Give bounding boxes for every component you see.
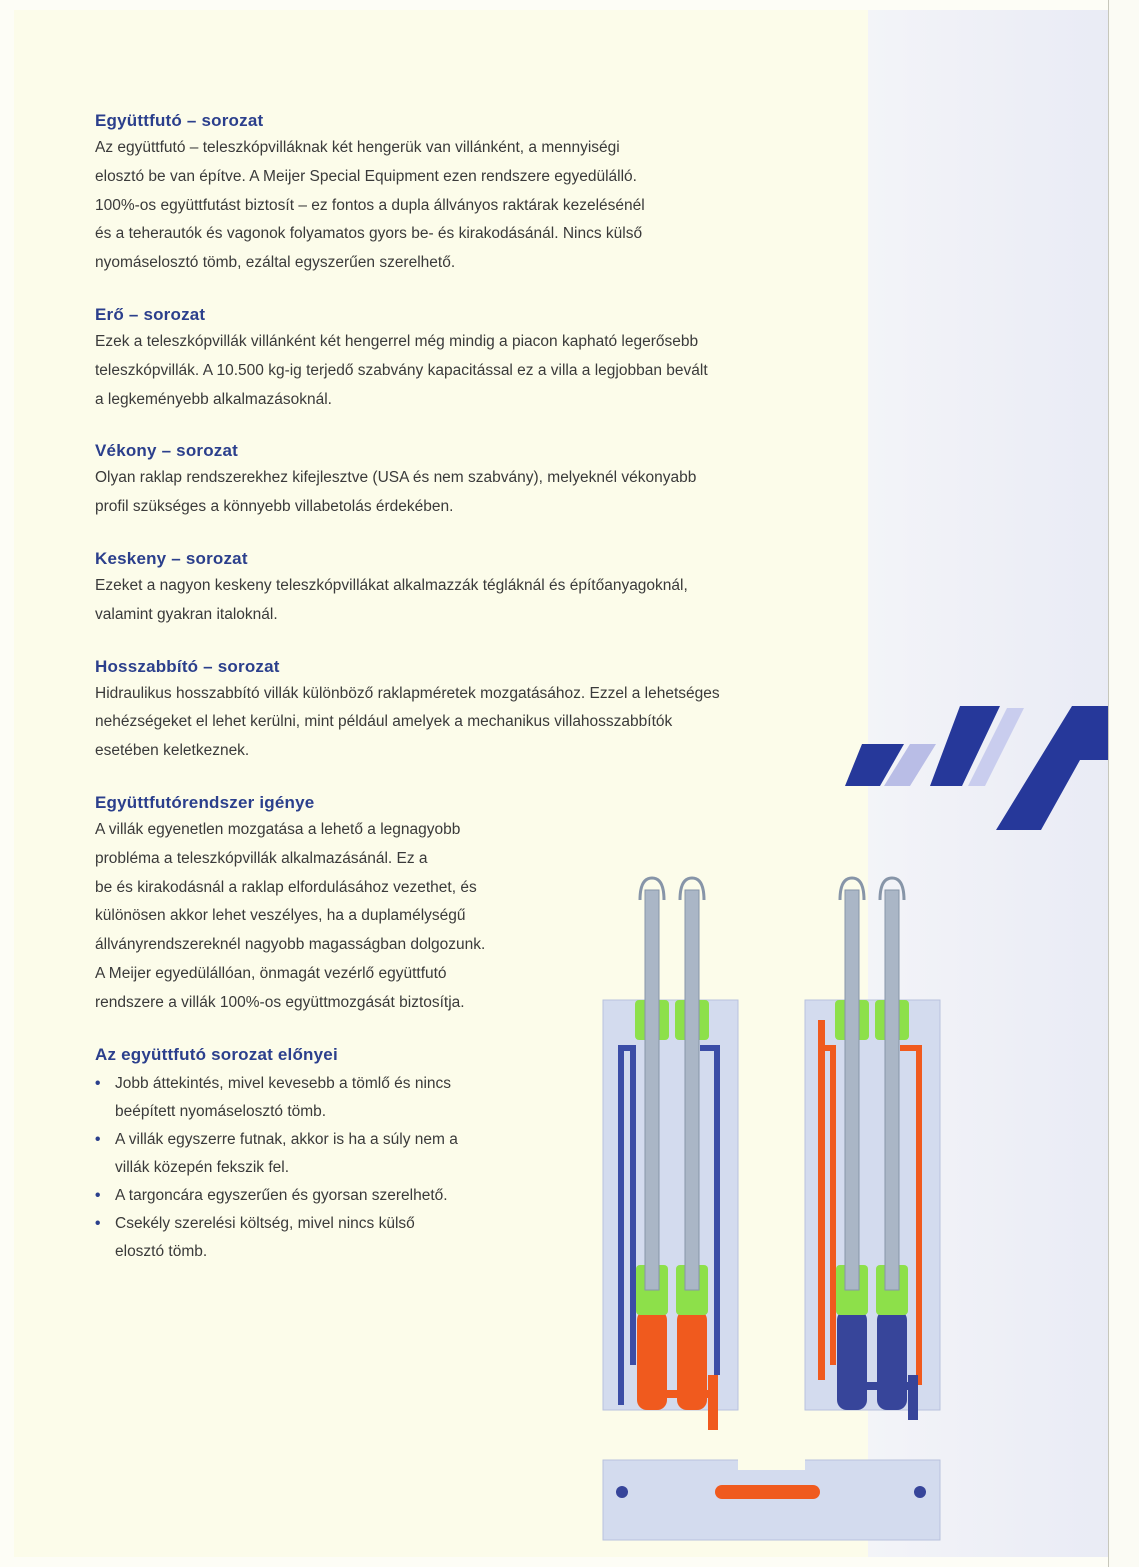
section-title: Erő – sorozat [95, 304, 206, 324]
body-line: Hidraulikus hosszabbító villák különböző raklapméretek mozgatásához. Ezzel a lehetséges [95, 684, 720, 702]
body-line: a legkeményebb alkalmazásoknál. [95, 390, 332, 408]
orange-pipe-right-inner [830, 1045, 836, 1365]
section-title: Együttfutó – sorozat [95, 111, 264, 130]
benefit-line: Csekély szerelési költség, mivel nincs külső [115, 1214, 415, 1232]
rod-1 [645, 890, 659, 1290]
orange-pipe-right-right [916, 1045, 922, 1385]
body-line: és a teherautók és vagonok folyamatos gyors be- és kirakodásánál. Nincs külső [95, 225, 643, 243]
blue-pipe-left-right [714, 1045, 720, 1375]
benefits-title: Az együttfutó sorozat előnyei [95, 1044, 338, 1064]
series-section [95, 108, 815, 278]
bullet-icon: • [95, 1214, 101, 1232]
body-line: 100%-os együttfutást biztosít – ez fontos a dupla állványos raktárak kezelésénél [95, 196, 645, 214]
section-body [95, 572, 815, 630]
bullet-icon: • [95, 1186, 101, 1204]
series-section [95, 654, 815, 766]
benefit-line: beépített nyomáselosztó tömb. [115, 1102, 327, 1120]
benefit-item [95, 1126, 525, 1182]
benefit-line: A villák egyszerre futnak, akkor is ha a súly nem a [115, 1130, 458, 1148]
body-line: Ezeket a nagyon keskeny teleszkópvillákat alkalmazzák tégláknál és építőanyagoknál, [95, 576, 688, 594]
base-bolt-right [914, 1486, 926, 1498]
rod-2 [685, 890, 699, 1290]
series-section [95, 546, 815, 630]
blue-cylinder-2 [877, 1310, 907, 1410]
section-title: Keskeny – sorozat [95, 548, 248, 568]
body-line: Ezek a teleszkópvillák villánként két hengerrel még mindig a piacon kapható legerősebb [95, 332, 699, 350]
bullet-icon: • [95, 1074, 101, 1092]
benefit-line: villák közepén fekszik fel. [115, 1158, 290, 1176]
rod-3 [845, 890, 859, 1290]
orange-pipe-right-outer [818, 1020, 825, 1380]
meijer-stripes-logo-icon [840, 700, 1110, 835]
body-line: esetében keletkeznek. [95, 742, 250, 760]
orange-cylinder-1 [637, 1310, 667, 1410]
section-title: Együttfutórendszer igénye [95, 792, 315, 812]
orange-pipe-right-top2 [900, 1045, 922, 1051]
body-line: be és kirakodásnál a raklap elfordulásához vezethet, és [95, 878, 477, 896]
orange-riser-left [708, 1375, 718, 1430]
body-line: különösen akkor lehet veszélyes, ha a duplamélységű [95, 907, 466, 925]
diagram-unit-left [603, 878, 738, 1430]
blue-connector-right [867, 1382, 912, 1390]
rod-4 [885, 890, 899, 1290]
body-line: elosztó be van építve. A Meijer Special Equipment ezen rendszere egyedülálló. [95, 167, 637, 185]
orange-pipe-right-top [824, 1045, 836, 1051]
series-section [95, 302, 815, 414]
section-body [95, 680, 815, 766]
body-line: rendszere a villák 100%-os együttmozgását biztosítja. [95, 993, 465, 1011]
benefits-list [95, 1070, 525, 1266]
benefit-line: A targoncára egyszerűen és gyorsan szerelhető. [115, 1186, 448, 1204]
section-body [95, 134, 815, 278]
body-line: állványrendszereknél nagyobb magasságban dolgozunk. [95, 936, 486, 954]
body-line: A Meijer egyedülállóan, önmagát vezérlő együttfutó [95, 964, 447, 982]
benefit-item [95, 1182, 525, 1210]
cylinder-diagram [600, 870, 945, 1545]
body-line: nyomáselosztó tömb, ezáltal egyszerűen szerelhető. [95, 254, 456, 272]
page-edge [1108, 0, 1139, 1567]
section-body [95, 328, 815, 414]
section-body [95, 464, 815, 522]
blue-riser-right [908, 1375, 918, 1420]
series-section [95, 438, 815, 522]
base-plate [603, 1460, 940, 1540]
body-line: valamint gyakran italoknál. [95, 605, 278, 623]
base-divider [738, 1430, 805, 1470]
blue-pipe-left-inner [630, 1045, 636, 1365]
body-line: profil szükséges a könnyebb villabetolás érdekében. [95, 498, 454, 516]
body-line: Olyan raklap rendszerekhez kifejlesztve (USA és nem szabvány), melyeknél vékonyabb [95, 469, 697, 487]
orange-connector-left [667, 1390, 712, 1398]
benefit-item [95, 1070, 525, 1126]
body-line: probléma a teleszkópvillák alkalmazásánál. Ez a [95, 849, 428, 867]
benefit-line: elosztó tömb. [115, 1242, 208, 1260]
diagram-unit-right [805, 878, 940, 1420]
blue-cylinder-1 [837, 1310, 867, 1410]
body-line: Az együttfutó – teleszkópvilláknak két hengerük van villánként, a mennyiségi [95, 139, 620, 156]
section-title: Hosszabbító – sorozat [95, 656, 280, 676]
body-line: A villák egyenetlen mozgatása a lehető a legnagyobb [95, 820, 461, 838]
blue-pipe-left-top [624, 1045, 636, 1051]
benefit-line: Jobb áttekintés, mivel kevesebb a tömlő és nincs [115, 1074, 452, 1092]
bullet-icon: • [95, 1130, 101, 1148]
benefit-item [95, 1210, 525, 1266]
base-bolt-left [616, 1486, 628, 1498]
blue-pipe-left-top2 [700, 1045, 720, 1051]
section-title: Vékony – sorozat [95, 441, 239, 461]
blue-pipe-left-outer [618, 1045, 624, 1405]
body-line: nehézségeket el lehet kerülni, mint például amelyek a mechanikus villahosszabbítók [95, 713, 673, 731]
body-line: teleszkópvillák. A 10.500 kg-ig terjedő szabvány kapacitással ez a villa a legjobban bevált [95, 361, 708, 379]
base-link-bar [715, 1485, 820, 1499]
